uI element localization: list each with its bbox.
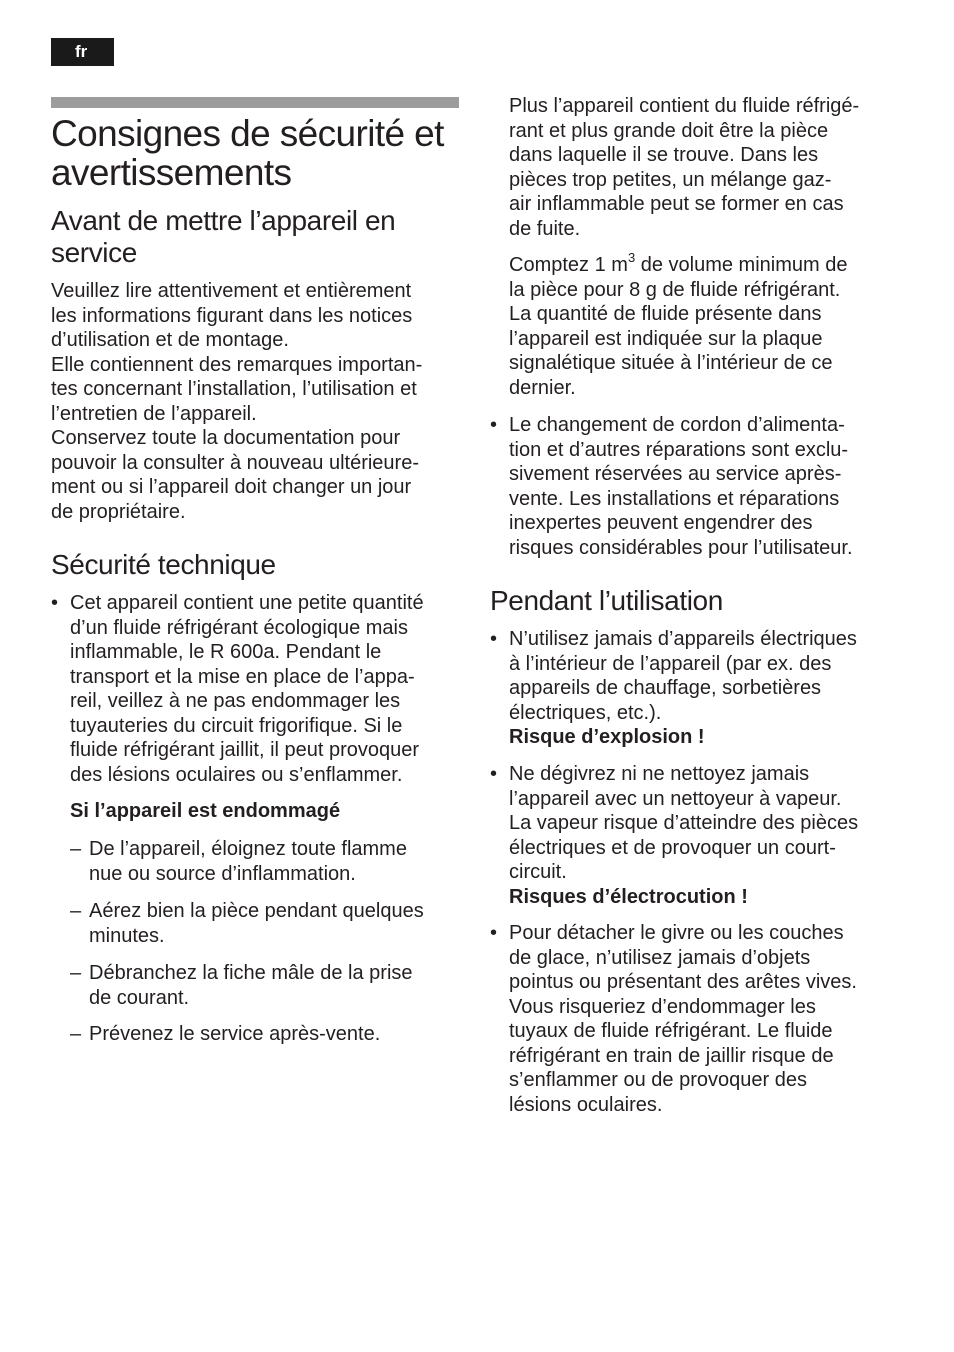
dash-item-1 — [89, 837, 465, 886]
text-line: tuyauteries du circuit frigorifique. Si le — [70, 714, 403, 737]
text-line: d’utilisation et de montage. — [51, 329, 289, 351]
bullet-marker: • — [490, 922, 498, 944]
text-line: Le changement de cordon d’alimenta- — [509, 414, 845, 436]
text-line: l’appareil avec un nettoyeur à vapeur. — [509, 787, 842, 810]
text-line: pointus ou présentant des arêtes vives. — [509, 971, 857, 993]
text-line: nue ou source d’inflammation. — [89, 862, 356, 885]
page-title: Consignes de sécurité et avertissements — [51, 113, 444, 193]
text-line: appareils de chauffage, sorbetières — [509, 677, 822, 699]
text-line — [509, 250, 904, 278]
text-line: l’appareil est indiquée sur la plaque — [509, 327, 823, 350]
text-line: minutes. — [89, 924, 165, 947]
section-rule — [51, 97, 459, 108]
text-line: de glace, n’utilisez jamais d’objets — [509, 946, 811, 969]
text-line: l’entretien de l’appareil. — [51, 402, 257, 425]
language-tab: fr — [51, 38, 114, 66]
heading-securite: Sécurité technique — [51, 549, 276, 580]
paragraph-avant — [51, 279, 463, 524]
text-line: La quantité de fluide présente dans — [509, 303, 822, 325]
text-line: Ne dégivrez ni ne nettoyez jamais — [509, 763, 810, 785]
list-item-pendant-2 — [509, 762, 904, 909]
text-line: Prévenez le service après-vente. — [89, 1023, 381, 1045]
text-line: signalétique située à l’intérieur de ce — [509, 352, 833, 374]
text-line: de courant. — [89, 986, 190, 1009]
paragraph-volume — [509, 250, 904, 400]
text-fragment: Comptez 1 m — [509, 254, 628, 276]
text-line: les informations figurant dans les notices — [51, 304, 413, 327]
text-line: pouvoir la consulter à nouveau ultérieure- — [51, 451, 419, 474]
list-item-pendant-1 — [509, 627, 904, 750]
text-line: pièces trop petites, un mélange gaz- — [509, 168, 832, 191]
text-line: réfrigérant en train de jaillir risque de — [509, 1044, 834, 1067]
text-line: De l’appareil, éloignez toute flamme — [89, 838, 407, 860]
text-line: Plus l’appareil contient du fluide réfrigé- — [509, 95, 860, 117]
text-line: N’utilisez jamais d’appareils électriques — [509, 628, 857, 650]
text-line: de fuite. — [509, 217, 581, 240]
text-line: dans laquelle il se trouve. Dans les — [509, 144, 819, 166]
text-line: à l’intérieur de l’appareil (par ex. des — [509, 652, 832, 675]
text-line: vente. Les installations et réparations — [509, 487, 840, 510]
text-line: sivement réservées au service après- — [509, 463, 842, 485]
warning-electrocution: Risques d’électrocution ! — [509, 885, 748, 908]
text-line: tes concernant l’installation, l’utilisation et — [51, 378, 417, 400]
warning-explosion: Risque d’explosion ! — [509, 726, 705, 748]
text-line: la pièce pour 8 g de fluide réfrigérant. — [509, 278, 841, 301]
text-line: Débranchez la fiche mâle de la prise — [89, 962, 413, 984]
text-line: air inflammable peut se former en cas — [509, 193, 844, 215]
dash-item-3 — [89, 961, 465, 1010]
text-line: Vous risqueriez d’endommager les — [509, 995, 816, 1018]
dash-marker: – — [70, 1023, 82, 1045]
text-line: Conservez toute la documentation pour — [51, 427, 401, 449]
text-line: Veuillez lire attentivement et entièrement — [51, 280, 412, 302]
text-line: transport et la mise en place de l’appa- — [70, 665, 415, 688]
text-line: Cet appareil contient une petite quantité — [70, 592, 424, 614]
text-line: s’enflammer ou de provoquer des — [509, 1069, 807, 1091]
list-item-pendant-3 — [509, 921, 904, 1117]
text-line: de propriétaire. — [51, 500, 186, 523]
heading-avant: Avant de mettre l’appareil en service — [51, 205, 396, 268]
text-line: Elle contiennent des remarques importan- — [51, 353, 423, 376]
text-line: Pour détacher le givre ou les couches — [509, 922, 844, 944]
text-line: reil, veillez à ne pas endommager les — [70, 690, 401, 712]
list-item-securite-2 — [509, 413, 904, 560]
heading-pendant: Pendant l’utilisation — [490, 585, 723, 616]
text-line: Aérez bien la pièce pendant quelques — [89, 900, 424, 922]
text-line: électriques, etc.). — [509, 701, 662, 724]
text-line: ment ou si l’appareil doit changer un jour — [51, 476, 412, 498]
bullet-marker: • — [490, 414, 498, 436]
text-line: lésions oculaires. — [509, 1093, 663, 1116]
text-line: d’un fluide réfrigérant écologique mais — [70, 616, 408, 639]
dash-marker: – — [70, 962, 82, 984]
superscript: 3 — [627, 250, 636, 266]
text-line: électriques et de provoquer un court- — [509, 836, 836, 859]
text-line: circuit. — [509, 861, 567, 883]
bullet-marker: • — [51, 592, 59, 614]
bullet-marker: • — [490, 628, 498, 650]
text-line: dernier. — [509, 376, 576, 399]
dash-marker: – — [70, 838, 82, 860]
text-line: La vapeur risque d’atteindre des pièces — [509, 812, 859, 834]
text-line: des lésions oculaires ou s’enflammer. — [70, 763, 403, 786]
dash-item-2 — [89, 899, 465, 948]
text-fragment: de volume minimum de — [635, 254, 848, 276]
list-item-securite-1 — [70, 591, 465, 787]
text-line: tion et d’autres réparations sont exclu- — [509, 438, 849, 461]
dash-item-4 — [89, 1022, 465, 1047]
text-line: tuyaux de fluide réfrigérant. Le fluide — [509, 1020, 833, 1042]
text-line: fluide réfrigérant jaillit, il peut provoquer — [70, 739, 420, 761]
subheading-damaged: Si l’appareil est endommagé — [70, 800, 341, 822]
dash-marker: – — [70, 900, 82, 922]
bullet-marker: • — [490, 763, 498, 785]
text-line: risques considérables pour l’utilisateur. — [509, 536, 853, 559]
text-line: inexpertes peuvent engendrer des — [509, 512, 813, 534]
paragraph-fluid — [509, 94, 904, 241]
text-line: inflammable, le R 600a. Pendant le — [70, 641, 382, 663]
text-line: rant et plus grande doit être la pièce — [509, 119, 829, 142]
